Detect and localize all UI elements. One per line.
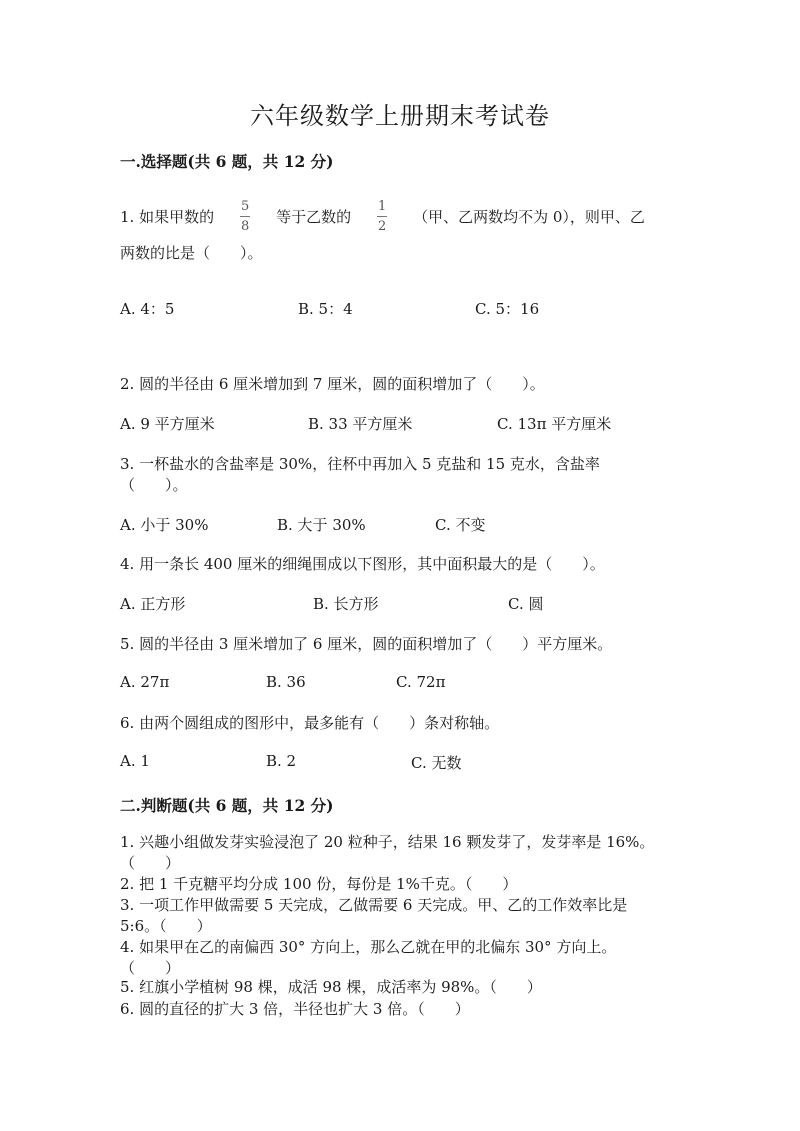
q2-option-b: B. 33 平方厘米 bbox=[308, 415, 413, 433]
question-1-middle: 等于乙数的 bbox=[276, 208, 352, 226]
tf-line: （ ） bbox=[120, 854, 181, 872]
q1-option-c: C. 5：16 bbox=[475, 300, 540, 318]
tf-line: 5. 红旗小学植树 98 棵，成活 98 棵，成活率为 98%。（ ） bbox=[120, 978, 542, 996]
fraction-bar bbox=[240, 216, 250, 217]
q1-option-a: A. 4：5 bbox=[120, 300, 175, 318]
question-1 bbox=[120, 200, 645, 233]
tf-line: 6. 圆的直径的扩大 3 倍，半径也扩大 3 倍。（ ） bbox=[120, 1000, 470, 1018]
question-3: 3. 一杯盐水的含盐率是 30%，往杯中再加入 5 克盐和 15 克水，含盐率 bbox=[120, 455, 600, 473]
fraction-denominator: 8 bbox=[240, 219, 250, 234]
question-3-line-2: （ ）。 bbox=[120, 476, 188, 494]
q5-option-c: C. 72π bbox=[396, 673, 446, 691]
question-1-suffix: （甲、乙两数均不为 0），则甲、乙 bbox=[413, 208, 645, 226]
fraction-numerator: 1 bbox=[377, 199, 387, 214]
question-4: 4. 用一条长 400 厘米的细绳围成以下图形，其中面积最大的是（ ）。 bbox=[120, 555, 605, 573]
section-heading-choice: 一.选择题(共 6 题，共 12 分) bbox=[120, 152, 334, 171]
question-6: 6. 由两个圆组成的图形中，最多能有（ ）条对称轴。 bbox=[120, 714, 500, 732]
q5-option-b: B. 36 bbox=[266, 673, 306, 691]
page-title: 六年级数学上册期末考试卷 bbox=[250, 102, 550, 130]
tf-line: 1. 兴趣小组做发芽实验浸泡了 20 粒种子，结果 16 颗发芽了，发芽率是 16%。 bbox=[120, 833, 655, 851]
q3-option-a: A. 小于 30% bbox=[120, 516, 209, 534]
section-heading-true-false: 二.判断题(共 6 题，共 12 分) bbox=[120, 796, 334, 815]
question-1-line-2: 两数的比是（ ）。 bbox=[120, 244, 263, 262]
q1-option-b: B. 5：4 bbox=[298, 300, 353, 318]
fraction-five-eighths bbox=[240, 200, 250, 233]
fraction-denominator: 2 bbox=[377, 219, 387, 234]
fraction-bar bbox=[377, 216, 387, 217]
fraction-one-half bbox=[377, 200, 387, 233]
tf-line: （ ） bbox=[120, 959, 181, 977]
tf-line: 3. 一项工作甲做需要 5 天完成，乙做需要 6 天完成。甲、乙的工作效率比是 bbox=[120, 896, 628, 914]
q2-option-a: A. 9 平方厘米 bbox=[120, 415, 215, 433]
tf-line: 4. 如果甲在乙的南偏西 30° 方向上，那么乙就在甲的北偏东 30° 方向上。 bbox=[120, 938, 617, 956]
q6-option-c: C. 无数 bbox=[411, 754, 462, 772]
q3-option-b: B. 大于 30% bbox=[277, 516, 366, 534]
q5-option-a: A. 27π bbox=[120, 673, 170, 691]
tf-line: 5:6。（ ） bbox=[120, 917, 212, 935]
q4-option-a: A. 正方形 bbox=[120, 595, 186, 613]
fraction-numerator: 5 bbox=[240, 199, 250, 214]
q3-option-c: C. 不变 bbox=[435, 516, 486, 534]
q4-option-c: C. 圆 bbox=[508, 595, 544, 613]
question-1-prefix: 1. 如果甲数的 bbox=[120, 208, 215, 226]
q6-option-b: B. 2 bbox=[266, 752, 297, 770]
q2-option-c: C. 13π 平方厘米 bbox=[497, 415, 612, 433]
q6-option-a: A. 1 bbox=[120, 752, 150, 770]
q4-option-b: B. 长方形 bbox=[313, 595, 379, 613]
question-5: 5. 圆的半径由 3 厘米增加了 6 厘米，圆的面积增加了（ ）平方厘米。 bbox=[120, 635, 613, 653]
tf-line: 2. 把 1 千克糖平均分成 100 份，每份是 1%千克。（ ） bbox=[120, 875, 518, 893]
question-2: 2. 圆的半径由 6 厘米增加到 7 厘米，圆的面积增加了（ ）。 bbox=[120, 375, 545, 393]
